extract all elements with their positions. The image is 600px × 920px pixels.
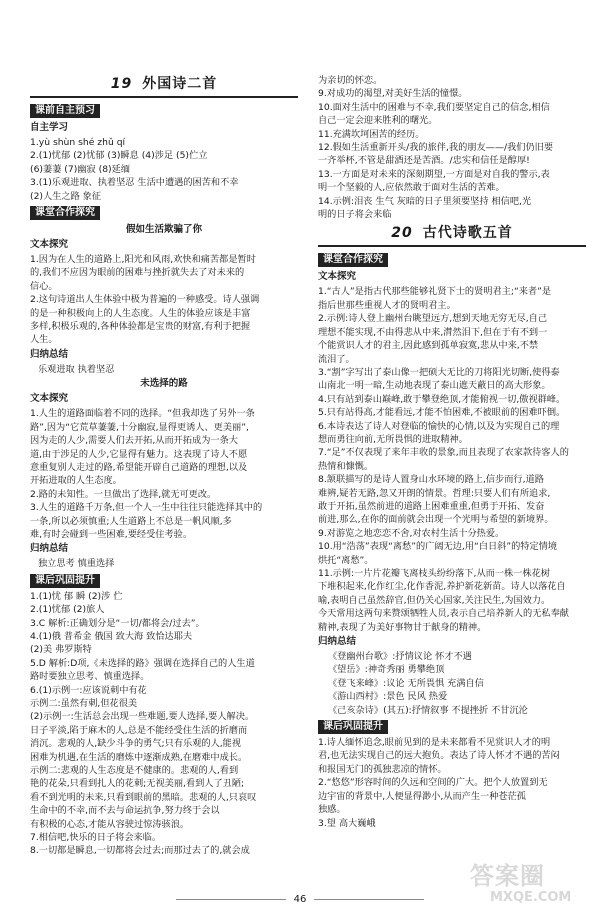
subsection-self-study: 自主学习: [30, 122, 69, 133]
page-number: 46: [0, 893, 600, 906]
subsection-text-inquiry-2: 文本探究: [30, 393, 69, 405]
poem-title-2: 未选择的路: [140, 378, 188, 390]
section-heading-consolidate-2: 课后巩固提升: [318, 720, 388, 734]
subsection-summary-3: 归纳总结: [318, 636, 357, 648]
consolidate-answers-2: 1.诗人缅怀追念,眼前见到的是未来都看不见赏识人才的明 君,也无法实现自己的远大抱负。表达了诗人怀才不遇的苦闷 和报国无门的孤独悲凉的情怀。 2.“悠悠”形容时间的久远和空间的广大。把个人放置到无 边宇宙的背景中,人便显得渺小,从而产生一种苍茫孤 独感。 3.望 高大巍峨: [318, 737, 560, 829]
summary-3: 《登幽州台歌》:抒情议论 怀才不遇 《望岳》:神奇秀丽 勇攀绝顶 《登飞来峰》:议论 无所畏惧 充满自信 《游山西村》:景色 民风 热爱 《己亥杂诗》(其五):抒情叙事 不提挫折 不甘沉沦: [328, 651, 528, 716]
right-column: [318, 74, 586, 830]
poem-title-1: 假如生活欺骗了你: [125, 224, 202, 236]
text-inquiry-answers-1: 1.因为在人生的道路上,阳光和风雨,欢快和痛苦都是暂时 的,我们不应因为眼前的困难与挫折就失去了对未来的 信心。 2.这句诗道出人生体验中极为普遍的一种感受。诗人强调 的是一种积极向上的人生态度。人生的体验应该是丰富 多样,积极乐观的,各种体验都是宝贵的财富,有利于把握 人生。: [30, 254, 260, 346]
text-inquiry-answers-2: 1.人生的道路面临着不同的选择。“但我却选了另外一条 路”,因为“它荒草萋萋,十分幽寂,显得更诱人、更美丽”, 因为走的人少,需要人们去开拓,从而开拓成为一条大 道,由于涉足的人少,它显得有魅力。这表现了诗人不愿 意重复别人走过的路,希望能开辟自己道路的理想,以及 开拓进取的人生态度。 2.路的未知性。一旦做出了选择,就无可更改。 3.人生的道路千万条,但一个人一生中往往只能选择其中的 一条,所以必须慎重;人生道路上不总是一帆风顺,多 难,有时会碰到一些困难,要经受住考验。: [30, 408, 263, 540]
subsection-summary: 归纳总结: [30, 348, 69, 360]
self-study-answers: 1.yù shùn shé zhǔ qí 2.(1)忧郁 (2)忧郁 (3)瞬息 (4)涉足 (5)伫立 (6)萋萋 (7)幽寂 (8)延缅 3.(1)乐观进取、执着坚忍 生活中遭遇的困苦和不幸 (2)人生之路 象征: [30, 137, 239, 202]
chapter-title-rule: [30, 96, 298, 98]
chapter-title-rule-2: [318, 245, 586, 247]
chapter-title-20: 20 古代诗歌五首: [391, 225, 513, 242]
continued-answers: 为亲切的怀恋。 9.对成功的渴望,对美好生活的憧憬。 10.面对生活中的困难与不幸,我们要坚定自己的信念,相信 自己一定会迎来胜利的曙光。 11.充满坎坷困苦的经历。 12.假如生活重新开头/我的旅伴,我的朋友——/我们仍旧要 一齐举杯,不管是甜酒还是苦酒。/忠实和信任是醇厚! 13.一方面是对未来的深刻期望,一方面是对自我的警示,表 明一个坚毅的人,应依然敢于面对生活的苦难。 14.示例:泪丧 生气 灰暗的日子里须要坚持 相信吧,光 明的日子将会来临: [318, 75, 554, 221]
section-heading-consolidate: 课后巩固提升: [30, 574, 100, 588]
left-column: [30, 72, 298, 858]
subsection-summary-2: 归纳总结: [30, 543, 69, 555]
section-heading-class-2: 课堂合作探究: [318, 253, 388, 267]
subsection-text-inquiry: 文本探究: [30, 239, 69, 251]
section-heading-preview: 课前自主预习: [30, 104, 100, 118]
section-heading-class: 课堂合作探究: [30, 206, 100, 220]
summary-2: 独立思考 慎重选择: [38, 558, 115, 570]
text-inquiry-answers-3: 1.“古人”是指古代那些能够礼贤下士的贤明君主;“来者”是 指后世那些重视人才的贤明君主。 2.示例:诗人登上幽州台眺望远方,想到天地无穷无尽,自己 理想不能实现,不由得悲从中来,潸然泪下,但在于有不到一 个能赏识人才的君主,因此感到孤单寂寞,悲从中来,不禁 流泪了。 3.“割”字写出了泰山像一把硕大无比的刀将阳光切断,使得泰 山南北一明一暗,生动地表现了泰山遮天蔽日的高大形象。 4.只有站到泰山巅峰,敢于攀登绝顶,才能俯视一切,傲视群峰。 5.只有站得高,才能看远,才能不怕困难,不被眼前的困难吓倒。 6.本诗表达了诗人对登临的愉快的心情,以及为实现自己的理 想而勇往向前,无所畏惧的进取精神。 7.“足”不仅表现了来年丰收的景象,而且表现了农家款待客人的 热情和慷慨。 8.颔联描写的是诗人置身山水环境的路上,信步而行,道路 难辨,疑若无路,忽又开朗的情景。哲理:只要人们有所追求, 敢于开拓,虽然前进的道路上困难重重,但勇于开拓、发奋 前进,那么,在你的面前就会出现一个光明与希望的新境界。 9.对游览之地恋恋不舍,对农村生活十分热爱。 10.用“浩荡”表现“离愁”的广阔无边,用“白日斜”的特定情境 烘托“离愁”。 11.示例:一片片花瓣飞离枝头纷纷落下,从而一株一株花树 下堆积起来,化作红尘,化作香泥,养护新花新苗。诗人以落花自 喻,表明自己虽然辞官,但仍关心国家,关注民生,为国效力。 今天常用这两句来赞颂牺牲人员,表示自己培养新人的无私奉献 精神,表现了为美好事物甘于献身的精神。: [318, 286, 569, 633]
consolidate-answers: 1.(1)忧 郁 瞬 (2)涉 伫 2.(1)忧郁 (2)旅人 3.C 解析:正确划分是“一切/都将会/过去”。 4.(1)俄 普希金 俄国 致大海 致恰达耶夫 (2)美 弗罗斯特 5.D 解析:D项,《未选择的路》强调在选择自己的人生道 路时要独立思考、慎重选择。 6.(1)示例一:应该说刺中有花 示例二:虽然有刺,但花很美 (2)示例一:生活总会出现一些难题,要人选择,要人解决。 日子平淡,陷于麻木的人,总是不能经受住生活的折磨而 消沉。悲观的人,缺少斗争的勇气;只有乐观的人,能视 困难为机遇,在生活的磨炼中逐渐成熟,在磨难中成长。 示例二:悲观的人生态度是不健康的。悲观的人,看到 艳的花朵,只看到扎人的花刺;无视美丽,看到人了丑陋; 看不到光明的未来,只看到眼前的黑暗。悲观的人,只哀叹 生命中的不幸,而不去与命运抗争,努力终于会以 有积极的心态,才能从容驶过惊涛骇浪。 7.相信吧,快乐的日子将会来临。 8.一切都是瞬息,一切都将会过去;而那过去了的,就会成: [30, 590, 257, 857]
chapter-title-19: 19 外国诗二首: [110, 76, 218, 92]
subsection-text-inquiry-3: 文本探究: [318, 271, 357, 283]
watermark-logo: 答案圈 MXQE.COM: [470, 862, 572, 905]
summary-1: 乐观进取 执着坚忍: [38, 363, 115, 375]
